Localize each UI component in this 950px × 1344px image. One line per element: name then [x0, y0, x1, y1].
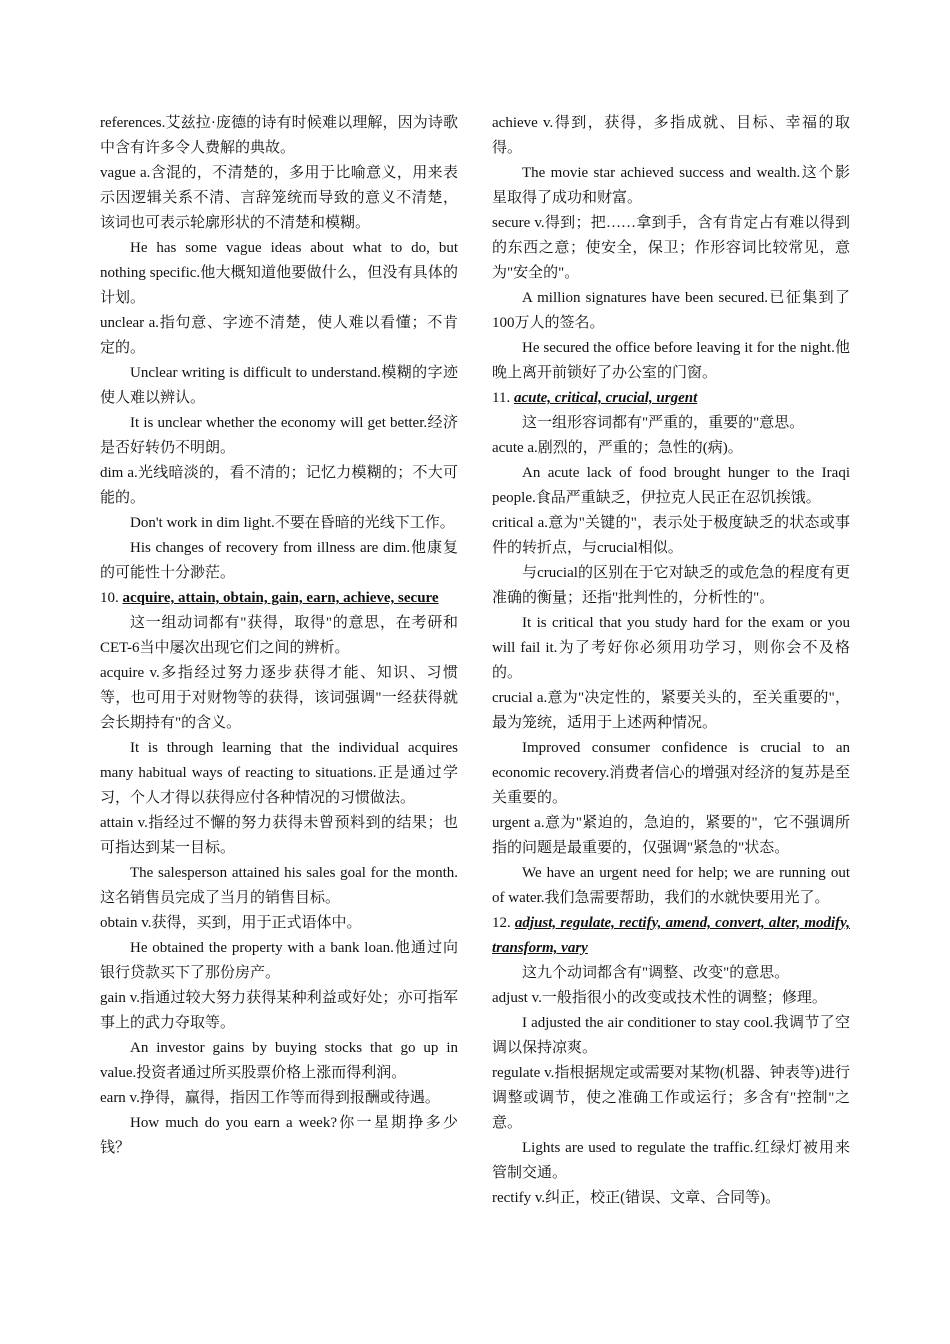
paragraph: An acute lack of food brought hunger to the Iraqi people.食品严重缺乏，伊拉克人民正在忍饥挨饿。 — [492, 465, 850, 506]
section-keywords: adjust, regulate, rectify, amend, convert, alter, modify, transform, vary — [492, 915, 850, 956]
paragraph: Improved consumer confidence is crucial to an economic recovery.消费者信心的增强对经济的复苏是至关重要的。 — [492, 740, 850, 806]
paragraph: His changes of recovery from illness are dim.他康复的可能性十分渺茫。 — [100, 540, 458, 581]
paragraph: 与crucial的区别在于它对缺乏的或危急的程度有更准确的衡量；还指"批判性的，分析性的"。 — [492, 565, 850, 606]
paragraph: rectify v.纠正，校正(错误、文章、合同等)。 — [492, 1190, 781, 1206]
paragraph: It is critical that you study hard for the exam or you will fail it.为了考好你必须用功学习，则你会不及格的。 — [492, 615, 850, 681]
paragraph: regulate v.指根据规定或需要对某物(机器、钟表等)进行调整或调节，使之准确工作或运行；多含有"控制"之意。 — [492, 1065, 850, 1131]
paragraph: unclear a.指句意、字迹不清楚，使人难以看懂；不肯定的。 — [100, 315, 458, 356]
paragraph: I adjusted the air conditioner to stay cool.我调节了空调以保持凉爽。 — [492, 1015, 850, 1056]
paragraph: adjust v.一般指很小的改变或技术性的调整；修理。 — [492, 990, 827, 1006]
right-block-1 — [492, 111, 850, 386]
paragraph: dim a.光线暗淡的，看不清的；记忆力模糊的；不大可能的。 — [100, 465, 458, 506]
paragraph: He obtained the property with a bank loan.他通过向银行贷款买下了那份房产。 — [100, 940, 458, 981]
left-block-1 — [100, 111, 458, 586]
paragraph: He secured the office before leaving it for the night.他晚上离开前锁好了办公室的门窗。 — [492, 340, 850, 381]
right-block-3 — [492, 961, 850, 1211]
paragraph: Don't work in dim light.不要在昏暗的光线下工作。 — [130, 515, 455, 531]
paragraph: acute a.剧烈的，严重的；急性的(病)。 — [492, 440, 743, 456]
paragraph: The movie star achieved success and wealth.这个影星取得了成功和财富。 — [492, 165, 850, 206]
section-number: 12. — [492, 915, 511, 931]
paragraph: attain v.指经过不懈的努力获得未曾预料到的结果；也可指达到某一目标。 — [100, 815, 458, 856]
left-column — [100, 111, 458, 1161]
section-heading-10 — [100, 586, 458, 611]
paragraph: crucial a.意为"决定性的，紧要关头的，至关重要的"，最为笼统，适用于上述两种情况。 — [492, 690, 850, 731]
section-number: 10. — [100, 590, 119, 606]
paragraph: The salesperson attained his sales goal for the month.这名销售员完成了当月的销售目标。 — [100, 865, 458, 906]
paragraph: 这九个动词都含有"调整、改变"的意思。 — [522, 965, 790, 981]
paragraph: critical a.意为"关键的"，表示处于极度缺乏的状态或事件的转折点，与crucial相似。 — [492, 515, 850, 556]
section-keywords: acquire, attain, obtain, gain, earn, achieve, secure — [122, 590, 439, 606]
paragraph: references.艾兹拉·庞德的诗有时候难以理解，因为诗歌中含有许多令人费解的典故。 — [100, 115, 458, 156]
paragraph: obtain v.获得，买到，用于正式语体中。 — [100, 915, 362, 931]
paragraph: urgent a.意为"紧迫的，急迫的，紧要的"，它不强调所指的问题是最重要的，仅强调"紧急的"状态。 — [492, 815, 850, 856]
paragraph: achieve v.得到，获得，多指成就、目标、幸福的取得。 — [492, 115, 850, 156]
paragraph: It is unclear whether the economy will get better.经济是否好转仍不明朗。 — [100, 415, 458, 456]
right-block-2 — [492, 411, 850, 911]
paragraph: A million signatures have been secured.已征集到了100万人的签名。 — [492, 290, 850, 331]
section-keywords: acute, critical, crucial, urgent — [513, 390, 698, 406]
paragraph: We have an urgent need for help; we are running out of water.我们急需要帮助，我们的水就快要用光了。 — [492, 865, 850, 906]
paragraph: earn v.挣得，赢得，指因工作等而得到报酬或待遇。 — [100, 1090, 440, 1106]
section-heading-11 — [492, 386, 850, 411]
paragraph: vague a.含混的，不清楚的，多用于比喻意义，用来表示因逻辑关系不清、言辞笼统而导致的意义不清楚，该词也可表示轮廓形状的不清楚和模糊。 — [100, 165, 458, 231]
paragraph: An investor gains by buying stocks that go up in value.投资者通过所买股票价格上涨而得利润。 — [100, 1040, 458, 1081]
paragraph: He has some vague ideas about what to do, but nothing specific.他大概知道他要做什么，但没有具体的计划。 — [100, 240, 458, 306]
paragraph: 这一组动词都有"获得，取得"的意思，在考研和CET-6当中屡次出现它们之间的辨析。 — [100, 615, 458, 656]
paragraph: 这一组形容词都有"严重的，重要的"意思。 — [522, 415, 805, 431]
left-block-2 — [100, 611, 458, 1161]
paragraph: Unclear writing is difficult to understand.模糊的字迹使人难以辨认。 — [100, 365, 458, 406]
paragraph: secure v.得到；把……拿到手，含有肯定占有难以得到的东西之意；使安全，保卫；作形容词比较常见，意为"安全的"。 — [492, 215, 850, 281]
section-heading-12 — [492, 911, 850, 961]
paragraph: Lights are used to regulate the traffic.红绿灯被用来管制交通。 — [492, 1140, 850, 1181]
paragraph: gain v.指通过较大努力获得某种利益或好处；亦可指军事上的武力夺取等。 — [100, 990, 458, 1031]
paragraph: acquire v.多指经过努力逐步获得才能、知识、习惯等，也可用于对财物等的获得，该词强调"一经获得就会长期持有"的含义。 — [100, 665, 458, 731]
paragraph: It is through learning that the individual acquires many habitual ways of reacting to situations.正是通过学习，个人才得以获得应付各种情况的习惯做法。 — [100, 740, 458, 806]
right-column — [492, 111, 850, 1211]
paragraph: How much do you earn a week?你一星期挣多少钱？ — [100, 1115, 458, 1156]
section-number: 11. — [492, 390, 511, 406]
